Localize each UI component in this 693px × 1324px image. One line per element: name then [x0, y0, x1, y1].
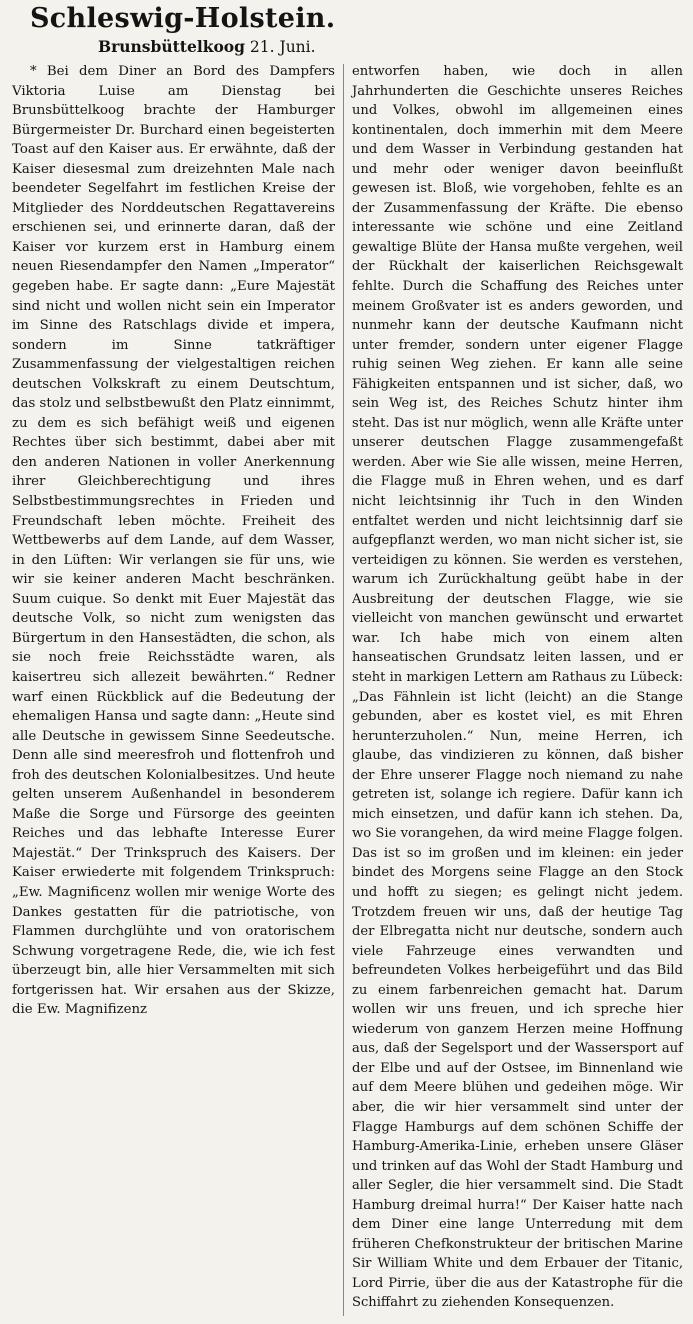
dateline-place: Brunsbüttelkoog: [98, 37, 245, 56]
article-heading: Schleswig-Holstein.: [30, 3, 336, 34]
article-body: [12, 62, 683, 1317]
column-left-text: * Bei dem Diner an Bord des Dampfers Viktoria Luise am Dienstag bei Brunsbüttelkoog brachte der Hamburger Bürgermeister Dr. Burchard einen begeisterten Toast auf den Kaiser aus. Er erwähnte, daß der Kaiser diesesmal zum dreizehnten Male nach beendeter Segelfahrt im festlichen Kreise der Mitglieder des Norddeutschen Regattavereins erschienen sei, und erinnerte daran, daß der Kaiser vor kurzem erst in Hamburg einem neuen Riesendampfer den Namen „Imperator“ gegeben habe. Er sagte dann: „Eure Majestät sind nicht und wollen nicht sein ein Imperator im Sinne des Ratschlags divide et impera, sondern im Sinne tatkräftiger Zusammenfassung der vielgestaltigen reichen deutschen Volkskraft zu einem Deutschtum, das stolz und selbstbewußt den Platz einnimmt, zu dem es sich befähigt weiß und eigenen Rechtes über sich bestimmt, dabei aber mit den anderen Nationen in voller Anerkennung ihrer Gleichberechtigung und ihres Selbstbestimmungsrechtes in Frieden und Freundschaft leben möchte. Freiheit des Wettbewerbs auf dem Lande, auf dem Wasser, in den Lüften: Wir verlangen sie für uns, wie wir sie keiner anderen Macht beschränken. Suum cuique. So denkt mit Euer Majestät das deutsche Volk, so nicht zum wenigsten das Bürgertum in den Hansestädten, die schon, als sie noch freie Reichsstädte waren, als kaisertreu sich allezeit bewährten.“ Redner warf einen Rückblick auf die Bedeutung der ehemaligen Hansa und sagte dann: „Heute sind alle Deutsche in gewissem Sinne Seedeutsche. Denn alle sind meeresfroh und flottenfroh und froh des deutschen Kolonialbesitzes. Und heute gelten unserem Außenhandel in besonderem Maße die Sorge und Fürsorge des geeinten Reiches und das lebhafte Interesse Eurer Majestät.“ Der Trinkspruch des Kaisers. Der Kaiser erwiederte mit folgendem Trinkspruch: „Ew. Magnificenz wollen mir wenige Worte des Dankes gestatten für die patriotische, von Flammen durchglühte und von oratorischem Schwung vorgetragene Rede, die, wie ich fest überzeugt bin, alle hier Versammelten mit sich fortgerissen hat. Wir ersahen aus der Skizze, die Ew. Magnifizenz: [12, 64, 335, 1018]
column-left: [12, 62, 335, 1020]
dateline-date: 21. Juni.: [249, 38, 316, 56]
column-right-text: entworfen haben, wie doch in allen Jahrhunderten die Geschichte unseres Reiches und Volkes, obwohl im allgemeinen eines kontinentalen, doch immerhin mit dem Meere und dem Wasser in Verbindung gestanden hat und mehr oder weniger davon beeinflußt gewesen ist. Bloß, wie vorgehoben, fehlte es an der Zusammenfassung der Kräfte. Die ebenso interessante wie schöne und eine Zeitland gewaltige Blüte der Hansa mußte vergehen, weil der Rückhalt der kaiserlichen Reichsgewalt fehlte. Durch die Schaffung des Reiches unter meinem Großvater ist es anders geworden, und nunmehr kann der deutsche Kaufmann nicht unter fremder, sondern unter eigener Flagge ruhig seinen Weg ziehen. Er kann alle seine Fähigkeiten entspannen und ist sicher, daß, wo sein Weg ist, des Reiches Schutz hinter ihm steht. Das ist nur möglich, wenn alle Kräfte unter unserer deutschen Flagge zusammengefaßt werden. Aber wie Sie alle wissen, meine Herren, die Flagge muß in Ehren wehen, und es darf nicht leichtsinnig ihr Tuch in den Winden entfaltet werden und nicht leichtsinnig darf sie aufgepflanzt werden, wo man nicht sicher ist, sie verteidigen zu können. Sie werden es verstehen, warum ich Zurückhaltung geübt habe in der Ausbreitung der deutschen Flagge, wie sie vielleicht von manchen gewünscht und erwartet war. Ich habe mich von einem alten hanseatischen Grundsatz leiten lassen, und er steht in markigen Lettern am Rathaus zu Lübeck: „Das Fähnlein ist licht (leicht) an die Stange gebunden, aber es kostet viel, es mit Ehren herunterzuholen.“ Nun, meine Herren, ich glaube, das vindizieren zu können, daß bisher der Ehre unserer Flagge noch niemand zu nahe getreten ist, solange ich regiere. Dafür kann ich mich einsetzen, und dafür kann ich stehen. Da, wo Sie vorangehen, da wird meine Flagge folgen. Das ist so im großen und im kleinen: ein jeder bindet des Morgens seine Flagge an den Stock und hofft zu siegen; es gelingt nicht jedem. Trotzdem freuen wir uns, daß der heutige Tag der Elbregatta nicht nur deutsche, sondern auch viele Fahrzeuge eines verwandten und befreundeten Volkes herbeigeführt und das Bild zu einem farbenreichen gemacht hat. Darum wollen wir uns freuen, und ich spreche hier wiederum von ganzem Herzen meine Hoffnung aus, daß der Segelsport und der Wassersport auf der Elbe und auf der Ostsee, im Binnenland wie auf dem Meere blühen und gedeihen möge. Wir aber, die wir hier versammelt sind unter der Flagge Hamburgs auf dem schönen Schiffe der Hamburg-Amerika-Linie, erheben unsere Gläser und trinken auf das Wohl der Stadt Hamburg und aller Segler, die hier versammelt sind. Die Stadt Hamburg dreimal hurra!“ Der Kaiser hatte nach dem Diner eine lange Unterredung mit dem früheren Chefkonstrukteur der britischen Marine Sir William White und dem Erbauer der Titanic, Lord Pirrie, über die aus der Katastrophe für die Schiffahrt zu ziehenden Konsequenzen.: [352, 64, 683, 1311]
column-right: [352, 62, 683, 1313]
dateline: [98, 37, 683, 57]
